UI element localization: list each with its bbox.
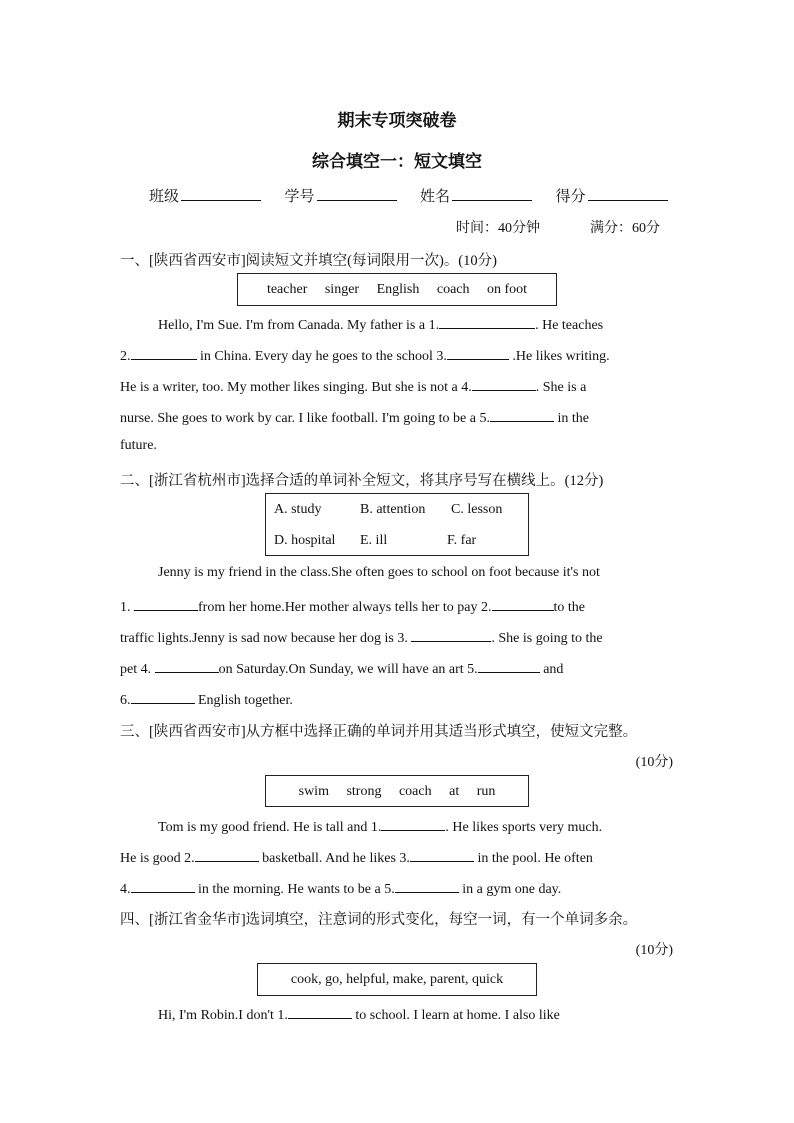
section1-line4: nurse. She goes to work by car. I like football. I'm going to be a 5. in the	[120, 407, 589, 427]
blank-4[interactable]	[472, 376, 536, 391]
section3-line2: He is good 2. basketball. And he likes 3. in the pool. He often	[120, 847, 593, 867]
blank-1[interactable]	[439, 314, 535, 329]
student-number-label: 学号	[284, 189, 315, 205]
section1-line2: 2. in China. Every day he goes to the school 3. .He likes writing.	[120, 345, 610, 365]
section2-heading: 二、[浙江省杭州市]选择合适的单词补全短文，将其序号写在横线上。(12分)	[120, 473, 604, 489]
blank-2[interactable]	[492, 596, 554, 611]
option-f: F. far	[447, 533, 477, 548]
student-info-row	[149, 185, 668, 206]
section1-words: teacher singer English coach on foot	[266, 282, 528, 297]
section2-line5: 6. English together.	[120, 689, 293, 709]
section3-words: swim strong coach at run	[298, 784, 496, 799]
class-blank[interactable]	[181, 186, 261, 201]
section4-words: cook, go, helpful, make, parent, quick	[290, 972, 504, 987]
score-blank[interactable]	[588, 186, 668, 201]
blank-3[interactable]	[410, 847, 474, 862]
section3-word-box	[265, 775, 529, 807]
score-label: 得分	[555, 189, 586, 205]
section1-word-box	[237, 273, 557, 306]
blank-5[interactable]	[490, 407, 554, 422]
exam-title: 期末专项突破卷	[337, 111, 457, 130]
option-b: B. attention	[360, 502, 426, 517]
section2-line1: Jenny is my friend in the class.She often goes to school on foot because it's not	[158, 565, 600, 580]
section1-heading: 一、[陕西省西安市]阅读短文并填空(每词限用一次)。(10分)	[120, 253, 497, 269]
section4-line1: Hi, I'm Robin.I don't 1. to school. I learn at home. I also like	[158, 1004, 560, 1024]
exam-subtitle: 综合填空一：短文填空	[312, 152, 482, 171]
blank-3[interactable]	[447, 345, 509, 360]
blank-4[interactable]	[131, 878, 195, 893]
option-a: A. study	[274, 502, 322, 517]
exam-full-score: 满分：60分	[590, 221, 660, 236]
section4-word-box	[257, 963, 537, 996]
option-c: C. lesson	[451, 502, 503, 517]
exam-time: 时间：40分钟	[456, 221, 540, 236]
section3-heading: 三、[陕西省西安市]从方框中选择正确的单词并用其适当形式填空，使短文完整。	[120, 724, 638, 740]
section2-line3: traffic lights.Jenny is sad now because her dog is 3. . She is going to the	[120, 627, 603, 647]
option-d: D. hospital	[274, 533, 336, 548]
section4-points: (10分)	[635, 943, 673, 958]
section3-line3: 4. in the morning. He wants to be a 5. in a gym one day.	[120, 878, 561, 898]
blank-5[interactable]	[395, 878, 459, 893]
blank-1[interactable]	[134, 596, 198, 611]
section1-line1: Hello, I'm Sue. I'm from Canada. My father is a 1. . He teaches	[158, 314, 603, 334]
blank-1[interactable]	[288, 1004, 352, 1019]
section3-points: (10分)	[635, 755, 673, 770]
blank-3[interactable]	[411, 627, 491, 642]
section4-heading: 四、[浙江省金华市]选词填空，注意词的形式变化，每空一词，有一个单词多余。	[120, 912, 638, 928]
section3-line1: Tom is my good friend. He is tall and 1. . He likes sports very much.	[158, 816, 602, 836]
name-blank[interactable]	[452, 186, 532, 201]
blank-1[interactable]	[381, 816, 445, 831]
blank-4[interactable]	[155, 658, 219, 673]
section2-option-box	[265, 493, 529, 556]
section1-line3: He is a writer, too. My mother likes singing. But she is not a 4. . She is a	[120, 376, 586, 396]
blank-2[interactable]	[131, 345, 197, 360]
blank-2[interactable]	[195, 847, 259, 862]
section2-line4: pet 4. on Saturday.On Sunday, we will have an art 5. and	[120, 658, 563, 678]
student-number-blank[interactable]	[317, 186, 397, 201]
option-e: E. ill	[360, 533, 388, 548]
class-label: 班级	[149, 189, 180, 205]
section2-line2: 1. from her home.Her mother always tells her to pay 2. to the	[120, 596, 585, 616]
section1-line5: future.	[120, 438, 157, 453]
blank-5[interactable]	[478, 658, 540, 673]
blank-6[interactable]	[131, 689, 195, 704]
name-label: 姓名	[420, 189, 451, 205]
